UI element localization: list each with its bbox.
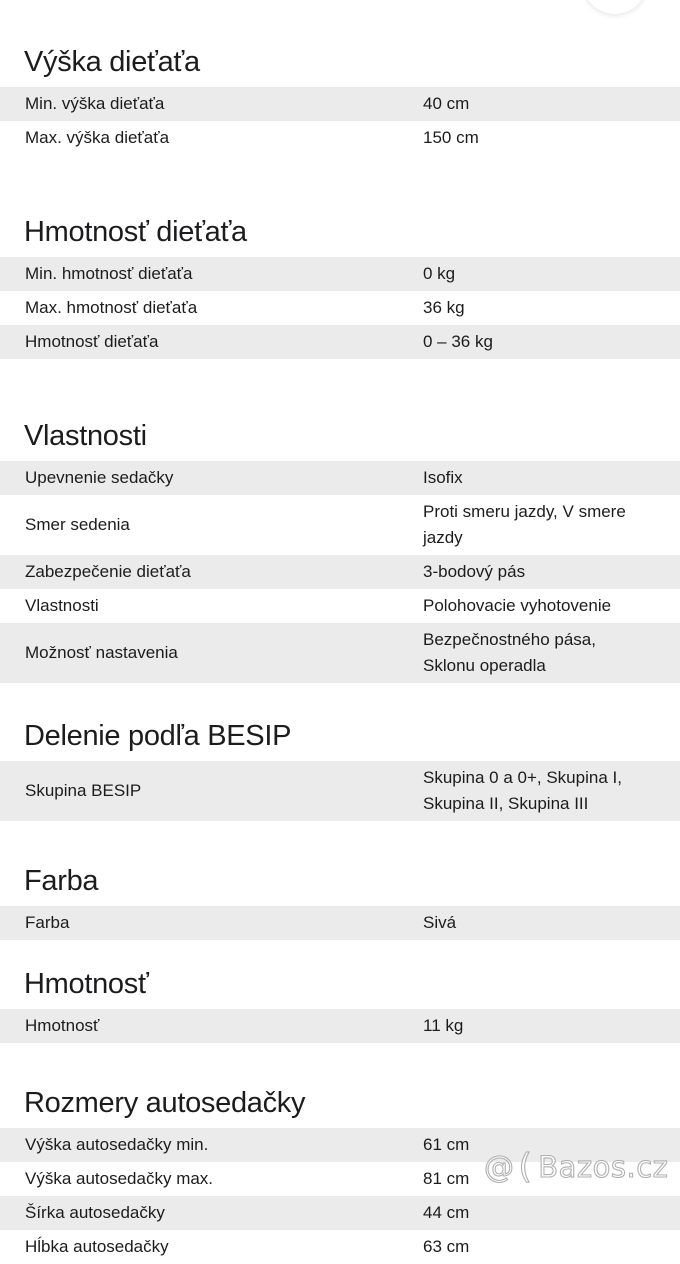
spec-value: 61 cm	[423, 1135, 470, 1154]
spec-label: Výška autosedačky min.	[25, 1135, 209, 1154]
section-title: Hmotnosť	[24, 968, 149, 1000]
section-title: Vlastnosti	[24, 420, 147, 452]
spec-label: Výška autosedačky max.	[25, 1169, 214, 1188]
section-title: Farba	[24, 865, 99, 897]
spec-value: 0 kg	[423, 264, 456, 283]
spec-value: 3-bodový pás	[423, 562, 526, 581]
spec-value: 11 kg	[423, 1016, 464, 1035]
spec-row	[0, 325, 680, 359]
spec-value: 0 – 36 kg	[423, 332, 493, 351]
spec-value: Skupina 0 a 0+, Skupina I, Skupina II, Skupina III	[423, 768, 622, 813]
spec-row	[0, 87, 680, 121]
spec-label: Hmotnosť	[25, 1016, 100, 1035]
spec-label: Upevnenie sedačky	[25, 468, 174, 487]
section-title: Výška dieťaťa	[24, 46, 200, 78]
spec-label: Hmotnosť dieťaťa	[25, 332, 159, 351]
spec-label: Max. hmotnosť dieťaťa	[25, 298, 198, 317]
spec-label: Zabezpečenie dieťaťa	[25, 562, 191, 581]
spec-value: Proti smeru jazdy, V smere jazdy	[423, 502, 626, 547]
spec-value: 36 kg	[423, 298, 465, 317]
spec-row	[0, 1196, 680, 1230]
section-title: Hmotnosť dieťaťa	[24, 216, 247, 248]
spec-value: Sivá	[423, 913, 457, 932]
watermark-text: Bazos.cz	[538, 1150, 669, 1184]
spec-value: Bezpečnostného pása, Sklonu operadla	[423, 630, 596, 675]
spec-label: Min. hmotnosť dieťaťa	[25, 264, 193, 283]
spec-label: Max. výška dieťaťa	[25, 128, 170, 147]
spec-row	[0, 495, 680, 555]
watermark-at-icon: @	[484, 1149, 515, 1185]
spec-label: Šírka autosedačky	[25, 1203, 165, 1222]
spec-label: Možnosť nastavenia	[25, 643, 178, 662]
spec-row	[0, 1009, 680, 1043]
spec-label: Smer sedenia	[25, 515, 130, 534]
spec-value: 40 cm	[423, 94, 470, 113]
spec-label: Min. výška dieťaťa	[25, 94, 165, 113]
spec-value: 44 cm	[423, 1203, 470, 1222]
spec-row	[0, 906, 680, 940]
spec-row	[0, 1230, 680, 1264]
bazos-watermark	[484, 1147, 668, 1187]
spec-value: 63 cm	[423, 1237, 470, 1256]
spec-row	[0, 121, 680, 155]
spec-label: Skupina BESIP	[25, 781, 142, 800]
spec-row	[0, 623, 680, 683]
watermark-paren: (	[518, 1147, 533, 1187]
spec-row	[0, 761, 680, 821]
spec-row	[0, 257, 680, 291]
spec-value: 150 cm	[423, 128, 479, 147]
spec-label: Vlastnosti	[25, 596, 99, 615]
section-title: Rozmery autosedačky	[24, 1087, 306, 1119]
spec-value: Isofix	[423, 468, 463, 487]
spec-row	[0, 589, 680, 623]
spec-row	[0, 555, 680, 589]
section-title: Delenie podľa BESIP	[24, 720, 292, 752]
spec-label: Farba	[25, 913, 70, 932]
spec-value: 81 cm	[423, 1169, 470, 1188]
spec-row	[0, 461, 680, 495]
spec-row	[0, 291, 680, 325]
spec-label: Hĺbka autosedačky	[25, 1237, 169, 1256]
spec-value: Polohovacie vyhotovenie	[423, 596, 612, 615]
